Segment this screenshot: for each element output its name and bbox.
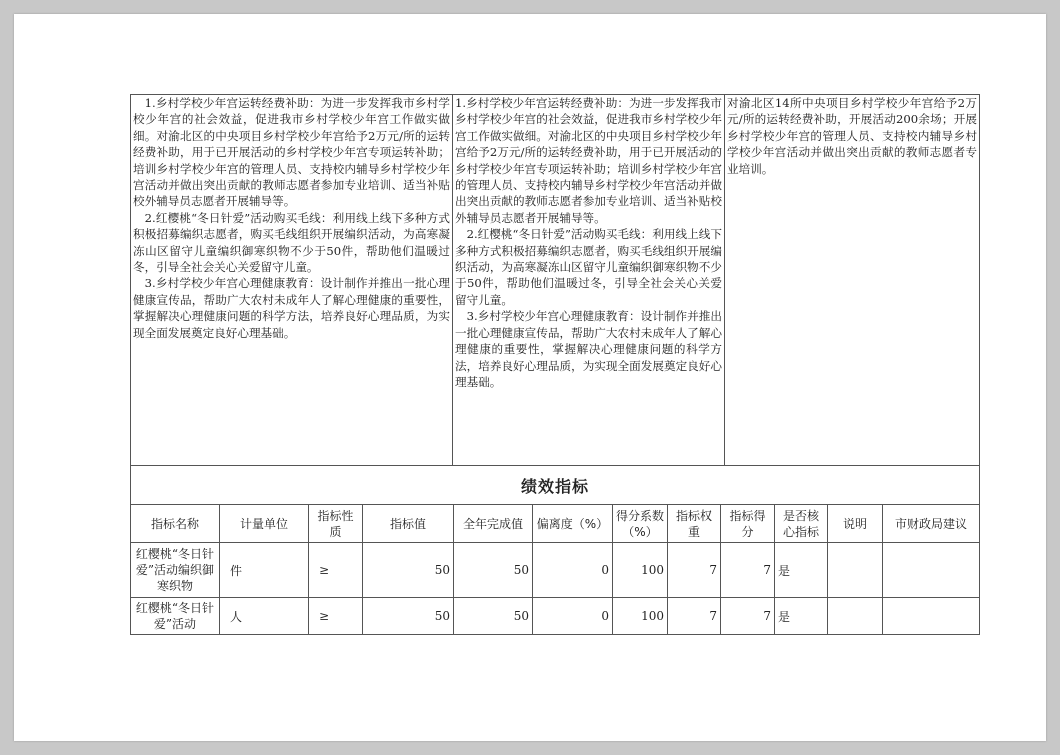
goal-paragraph-1: 1.乡村学校少年宫运转经费补助：为进一步发挥我市乡村学校少年宫的社会效益，促进我市乡村学校少年宫工作做实做细。对渝北区的中央项目乡村学校少年宫给予2万元/所的运转经费补助，用于已开展活动的乡村学校少年宫专项运转补助；培训乡村学校少年宫的管理人员、支持校内辅导乡村学校少年宫活动并做出突出贡献的教师志愿者参加专业培训、适当补贴校外辅导员志愿者开展辅导等。	[133, 96, 450, 209]
target-value: 50	[363, 598, 454, 635]
deviation-value: 0	[533, 543, 613, 598]
table-row	[131, 543, 980, 598]
table-row	[131, 598, 980, 635]
header-unit: 计量单位	[220, 505, 309, 543]
note-value	[828, 543, 883, 598]
score-value: 7	[721, 598, 775, 635]
metrics-title: 绩效指标	[131, 466, 980, 505]
project-description-table	[130, 94, 980, 466]
header-weight: 指标权重	[668, 505, 721, 543]
header-indicator-name: 指标名称	[131, 505, 220, 543]
target-value: 50	[363, 543, 454, 598]
core-indicator-value: 是	[775, 543, 828, 598]
annual-goal-cell	[131, 95, 453, 466]
header-target-value: 指标值	[363, 505, 454, 543]
header-deviation: 偏离度（%）	[533, 505, 613, 543]
goal-paragraph-3: 3.乡村学校少年宫心理健康教育：设计制作并推出一批心理健康宣传品，帮助广大农村未成年人了解心理健康的重要性，掌握解决心理健康问题的科学方法，培养良好心理品质，为实现全面发展奠定良好心理基础。	[133, 276, 450, 340]
implementation-paragraph-2: 2.红樱桃“冬日针爱”活动购买毛线：利用线上线下多种方式积极招募编织志愿者，购买毛线组织开展编织活动，为高寒凝冻山区留守儿童编织御寒织物不少于50件，帮助他们温暖过冬，引导全社会关心关爱留守儿童。	[455, 227, 722, 307]
implementation-paragraph-3: 3.乡村学校少年宫心理健康教育：设计制作并推出一批心理健康宣传品，帮助广大农村未成年人了解心理健康的重要性，掌握解决心理健康问题的科学方法，培养良好心理品质，为实现全面发展奠定良好心理基础。	[455, 309, 722, 389]
nature-value: ≥	[309, 543, 363, 598]
score-coefficient-value: 100	[613, 598, 668, 635]
indicator-name: 红樱桃“冬日针爱”活动编织御寒织物	[131, 543, 220, 598]
header-nature: 指标性质	[309, 505, 363, 543]
header-note: 说明	[828, 505, 883, 543]
deviation-value: 0	[533, 598, 613, 635]
finance-advice-value	[883, 598, 980, 635]
header-core-indicator: 是否核心指标	[775, 505, 828, 543]
annual-completion-value: 50	[454, 598, 533, 635]
score-value: 7	[721, 543, 775, 598]
unit-value: 件	[220, 543, 309, 598]
finance-advice-value	[883, 543, 980, 598]
header-score-coefficient: 得分系数（%）	[613, 505, 668, 543]
note-value	[828, 598, 883, 635]
implementation-paragraph-1: 1.乡村学校少年宫运转经费补助：为进一步发挥我市乡村学校少年宫的社会效益，促进我市乡村学校少年宫工作做实做细。对渝北区的中央项目乡村学校少年宫给予2万元/所的运转经费补助，用于已开展活动的乡村学校少年宫专项运转补助；培训乡村学校少年宫的管理人员、支持校内辅导乡村学校少年宫活动并做出突出贡献的教师志愿者参加专业培训、适当补贴校外辅导员志愿者开展辅导等。	[455, 96, 722, 225]
header-score: 指标得分	[721, 505, 775, 543]
weight-value: 7	[668, 543, 721, 598]
goal-paragraph-2: 2.红樱桃“冬日针爱”活动购买毛线：利用线上线下多种方式积极招募编织志愿者，购买毛线组织开展编织活动，为高寒凝冻山区留守儿童编织御寒织物不少于50件，帮助他们温暖过冬，引导全社会关心关爱留守儿童。	[133, 210, 450, 275]
implementation-cell	[453, 95, 725, 466]
nature-value: ≥	[309, 598, 363, 635]
annual-completion-value: 50	[454, 543, 533, 598]
header-finance-advice: 市财政局建议	[883, 505, 980, 543]
core-indicator-value: 是	[775, 598, 828, 635]
header-annual-completion: 全年完成值	[454, 505, 533, 543]
indicator-name: 红樱桃“冬日针爱”活动	[131, 598, 220, 635]
score-coefficient-value: 100	[613, 543, 668, 598]
completion-text: 对渝北区14所中央项目乡村学校少年宫给予2万元/所的运转经费补助，开展活动200余场；开展乡村学校少年宫的管理人员、支持校内辅导乡村学校少年宫活动并做出突出贡献的教师志愿者专业培训。	[727, 96, 977, 176]
completion-cell	[725, 95, 980, 466]
weight-value: 7	[668, 598, 721, 635]
unit-value: 人	[220, 598, 309, 635]
performance-metrics-table	[130, 465, 980, 635]
